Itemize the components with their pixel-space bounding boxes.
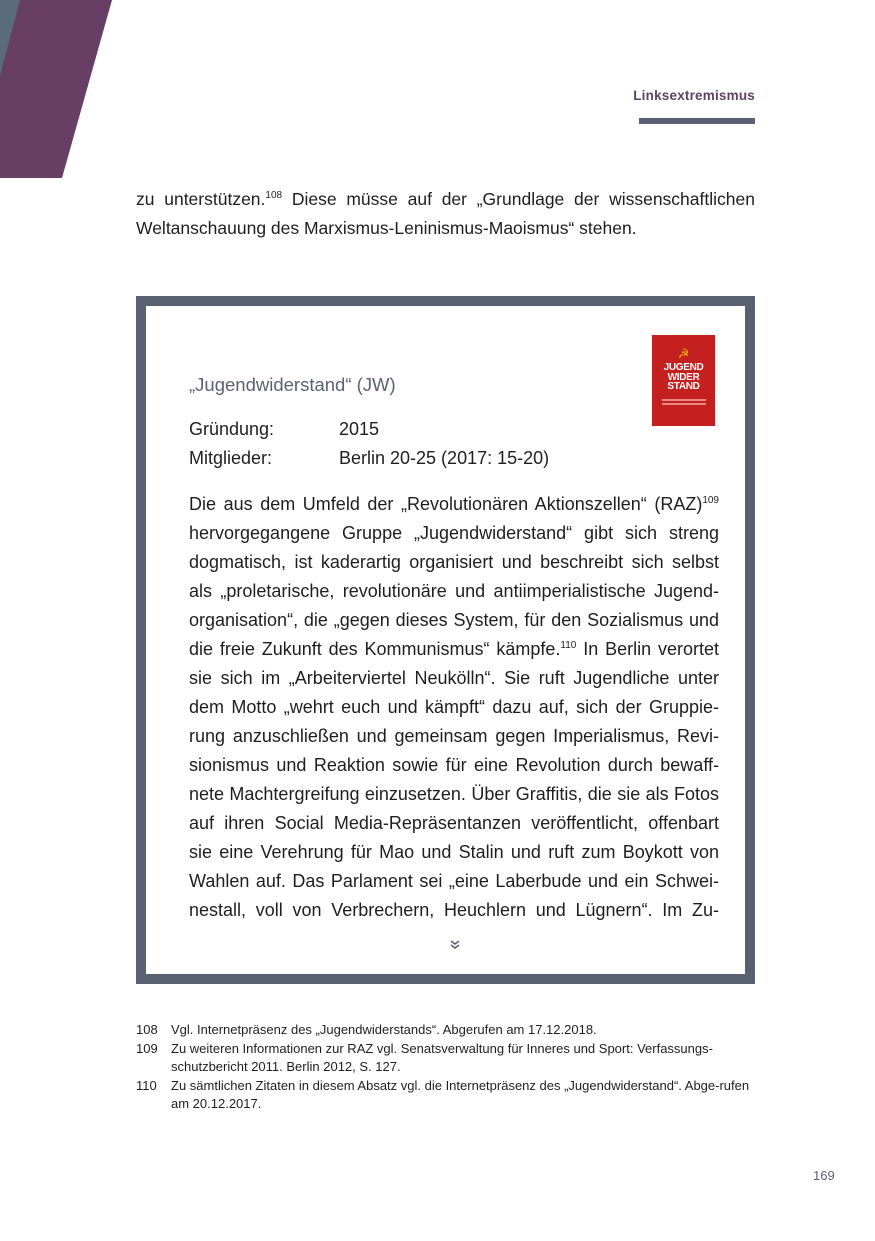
body-line: organisation“, die „gegen dieses System, für den Sozialismus und <box>189 610 719 630</box>
logo-line-1: JUGEND <box>663 362 704 373</box>
fact-value: 2015 <box>339 419 380 439</box>
footnote-text: Vgl. Internetpräsenz des „Jugendwiderstands“. Abgerufen am 17.12.2018. <box>171 1022 597 1037</box>
footnote-110 <box>136 1077 756 1114</box>
body-line: dogmatisch, ist kaderartig organisiert und beschreibt sich selbst <box>189 552 719 572</box>
decorative-corner-shape <box>0 0 120 180</box>
logo-subtext <box>662 397 706 407</box>
intro-text-after: Diese müsse auf der „Grundlage der wissenschaftlichen Weltanschauung des Marxismus-Leninismus-Maoismus“ stehen. <box>136 189 755 238</box>
footnote-number: 109 <box>136 1040 158 1056</box>
info-box <box>136 296 755 984</box>
box-title: „Jugendwiderstand“ (JW) <box>189 374 396 395</box>
footnote-ref-109[interactable]: 109 <box>702 495 719 506</box>
footnote-109 <box>136 1040 756 1077</box>
logo-line-3: STAND <box>667 381 700 392</box>
box-body-text <box>189 490 719 925</box>
intro-text-before: zu unterstützen. <box>136 189 266 209</box>
footnote-ref-110[interactable]: 110 <box>560 640 577 651</box>
intro-paragraph <box>136 185 755 243</box>
footnote-108 <box>136 1021 756 1040</box>
body-line: nete Machtergreifung einzusetzen. Über Graffitis, die sie als Fotos <box>189 784 719 804</box>
fact-row-founding <box>189 415 549 444</box>
jugendwiderstand-logo <box>652 335 715 426</box>
body-line: Wahlen auf. Das Parlament sei „eine Laberbude und ein Schwei- <box>189 871 719 891</box>
footnote-text: Zu weiteren Informationen zur RAZ vgl. Senatsverwaltung für Inneres und Sport: Verfassungs-schutzbericht 2011. Berlin 2012, S. 127. <box>171 1040 713 1074</box>
body-line: rung anzuschließen und gemeinsam gegen Imperialismus, Revi- <box>189 726 719 746</box>
fact-label: Gründung: <box>189 419 275 439</box>
footnote-ref-108[interactable]: 108 <box>265 190 283 202</box>
logo-text <box>664 363 704 392</box>
section-title: Linksextremismus <box>633 88 755 103</box>
fact-row-members <box>189 444 549 473</box>
body-line: Die aus dem Umfeld der „Revolutionären Aktionszellen“ (RAZ)$^{109}$ <box>189 494 719 514</box>
body-line: sie sich im „Arbeiterviertel Neukölln“. Sie ruft Jugendliche unter <box>189 668 719 688</box>
body-line: als „proletarische, revolutionäre und antiimperialistische Jugend- <box>189 581 719 601</box>
page-number: 169 <box>813 1168 835 1183</box>
facts-list <box>189 415 549 473</box>
body-line: die freie Zukunft des Kommunismus“ kämpfe.$^{110}$ In Berlin verortet <box>189 639 719 659</box>
footnotes <box>136 1021 756 1114</box>
fact-value: Berlin 20-25 (2017: 15-20) <box>339 448 550 468</box>
footnote-text: Zu sämtlichen Zitaten in diesem Absatz vgl. die Internetpräsenz des „Jugendwiderstand“. Abge-rufen am 20.12.2017. <box>171 1077 750 1111</box>
continue-chevron-icon[interactable] <box>449 940 461 951</box>
logo-line-2: WIDER <box>667 371 700 383</box>
body-line: nestall, voll von Verbrechern, Heuchlern und Lügnern“. Im Zu- <box>189 900 719 920</box>
fact-label: Mitglieder: <box>189 448 273 468</box>
body-line: dem Motto „wehrt euch und kämpft“ dazu auf, sich der Gruppie- <box>189 697 719 717</box>
body-line: sionismus und Reaktion sowie für eine Revolution durch bewaff- <box>189 755 719 775</box>
footnote-number: 108 <box>136 1022 158 1037</box>
hammer-sickle-icon: ☭ <box>677 346 690 361</box>
footnote-number: 110 <box>136 1077 157 1093</box>
header-rule <box>639 118 755 124</box>
body-line: auf ihren Social Media-Repräsentanzen veröffentlicht, offenbart <box>189 813 719 833</box>
body-line: sie eine Verehrung für Mao und Stalin und ruft zum Boykott von <box>189 842 719 862</box>
body-line: hervorgegangene Gruppe „Jugendwiderstand“ gibt sich streng <box>189 523 719 543</box>
